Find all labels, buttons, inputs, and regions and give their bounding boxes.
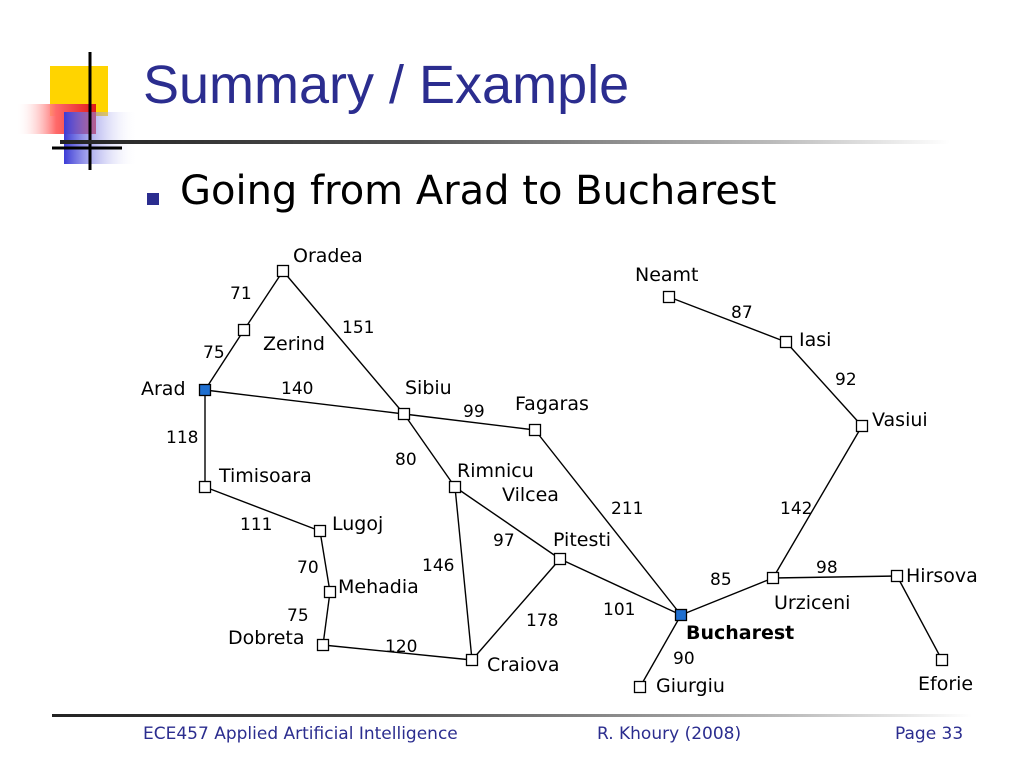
- title-divider: [60, 140, 950, 144]
- city-label-pitesti: Pitesti: [553, 529, 612, 551]
- romania-road-map: [130, 230, 1000, 710]
- city-marker-arad[interactable]: [200, 385, 211, 396]
- road-distance-label: 111: [240, 515, 273, 535]
- slide-title: Summary / Example: [143, 55, 630, 115]
- footer-page-number: Page 33: [895, 724, 964, 744]
- road-distance-label: 90: [673, 649, 695, 669]
- road-distance-label: 87: [731, 303, 753, 323]
- city-label-iasi: Iasi: [799, 329, 832, 351]
- road-rimnicu-craiova: [455, 487, 472, 660]
- footer-course: ECE457 Applied Artificial Intelligence: [143, 724, 458, 744]
- road-distance-label: 211: [611, 499, 644, 519]
- road-distance-label: 140: [281, 379, 314, 399]
- bullet-text: Going from Arad to Bucharest: [180, 168, 777, 214]
- city-marker-hirsova[interactable]: [892, 571, 903, 582]
- city-marker-fagaras[interactable]: [530, 425, 541, 436]
- road-distance-label: 75: [203, 343, 225, 363]
- city-marker-zerind[interactable]: [239, 325, 250, 336]
- road-distance-label: 99: [463, 402, 485, 422]
- road-distance-label: 92: [835, 370, 857, 390]
- city-label-zerind: Zerind: [263, 333, 325, 355]
- city-label-eforie: Eforie: [918, 673, 974, 695]
- city-label-dobreta: Dobreta: [228, 627, 305, 649]
- road-distance-label: 75: [287, 606, 309, 626]
- city-label-lugoj: Lugoj: [332, 513, 384, 535]
- city-marker-eforie[interactable]: [937, 655, 948, 666]
- city-marker-giurgiu[interactable]: [635, 682, 646, 693]
- road-iasi-neamt: [669, 297, 786, 342]
- slide-logo-decoration: [0, 0, 140, 175]
- city-label-sibiu: Sibiu: [405, 377, 452, 399]
- city-marker-bucharest[interactable]: [676, 610, 687, 621]
- city-marker-timisoara[interactable]: [200, 482, 211, 493]
- city-marker-vasiui[interactable]: [857, 421, 868, 432]
- city-label-fagaras: Fagaras: [515, 393, 589, 415]
- city-marker-craiova[interactable]: [467, 655, 478, 666]
- road-distance-label: 85: [710, 570, 732, 590]
- road-distance-label: 70: [297, 558, 319, 578]
- city-label-rimnicu: Vilcea: [502, 484, 559, 506]
- road-distance-label: 142: [780, 499, 813, 519]
- road-craiova-pitesti: [472, 559, 560, 660]
- city-marker-pitesti[interactable]: [555, 554, 566, 565]
- city-marker-mehadia[interactable]: [325, 587, 336, 598]
- city-labels: [141, 245, 978, 697]
- city-marker-sibiu[interactable]: [399, 409, 410, 420]
- city-marker-dobreta[interactable]: [318, 640, 329, 651]
- city-marker-urziceni[interactable]: [768, 573, 779, 584]
- city-label-giurgiu: Giurgiu: [656, 675, 725, 697]
- road-lugoj-mehadia: [320, 531, 330, 592]
- road-distance-label: 97: [493, 531, 515, 551]
- city-marker-lugoj[interactable]: [315, 526, 326, 537]
- road-distance-label: 118: [166, 428, 199, 448]
- road-fagaras-bucharest: [535, 430, 681, 615]
- road-hirsova-eforie: [897, 576, 942, 660]
- city-label-arad: Arad: [141, 378, 186, 400]
- road-distance-label: 98: [816, 558, 838, 578]
- city-label-mehadia: Mehadia: [338, 576, 419, 598]
- footer-divider: [52, 714, 972, 717]
- city-marker-neamt[interactable]: [664, 292, 675, 303]
- footer-author: R. Khoury (2008): [597, 724, 742, 744]
- city-label-urziceni: Urziceni: [774, 592, 851, 614]
- road-distance-label: 120: [385, 637, 418, 657]
- city-label-bucharest: Bucharest: [686, 622, 795, 644]
- road-distance-label: 178: [526, 611, 559, 631]
- city-label-hirsova: Hirsova: [906, 565, 978, 587]
- city-label-timisoara: Timisoara: [219, 465, 312, 487]
- road-distance-label: 151: [342, 318, 375, 338]
- road-distance-label: 80: [395, 450, 417, 470]
- city-marker-oradea[interactable]: [278, 266, 289, 277]
- city-marker-iasi[interactable]: [781, 337, 792, 348]
- city-label-vasiui: Vasiui: [872, 409, 928, 431]
- city-label-oradea: Oradea: [293, 245, 363, 267]
- city-label-neamt: Neamt: [635, 264, 699, 286]
- bullet-square-icon: [147, 193, 159, 205]
- road-distance-label: 146: [422, 556, 455, 576]
- city-label-rimnicu: Rimnicu: [457, 460, 534, 482]
- city-marker-rimnicu[interactable]: [450, 482, 461, 493]
- road-distance-label: 101: [603, 600, 636, 620]
- road-mehadia-dobreta: [323, 592, 330, 645]
- road-distance-label: 71: [230, 284, 252, 304]
- city-label-craiova: Craiova: [487, 654, 560, 676]
